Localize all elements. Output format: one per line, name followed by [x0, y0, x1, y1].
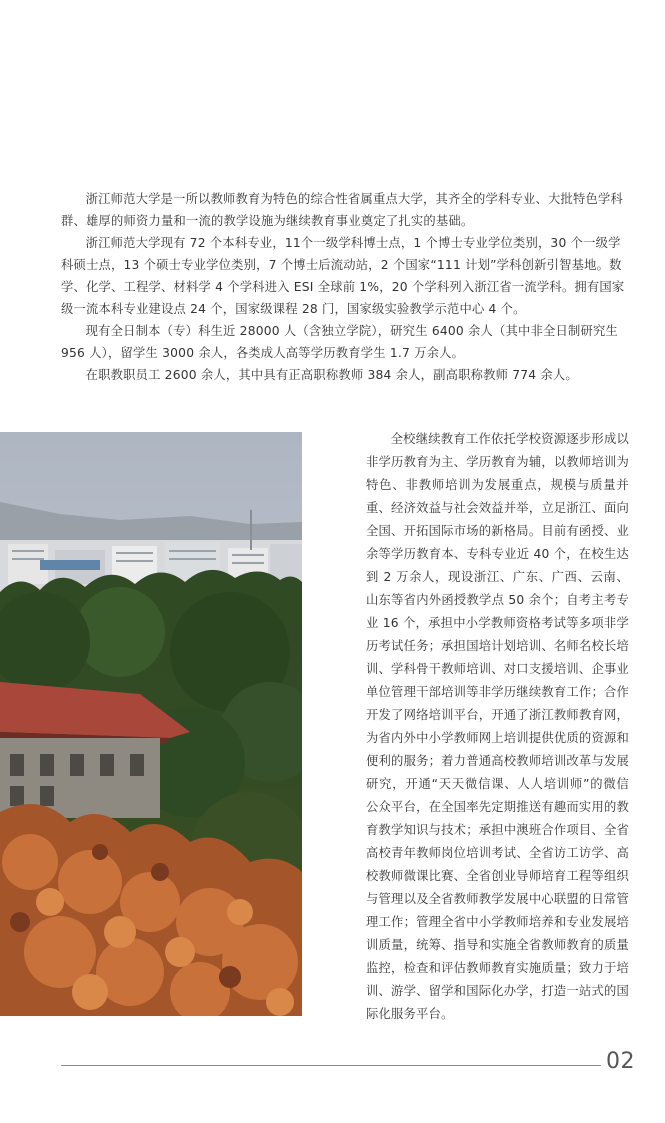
footer-rule [61, 1065, 601, 1066]
intro-paragraph-4: 在职教职员工 2600 余人，其中具有正高职称教师 384 余人，副高职称教师 774 余人。 [85, 368, 578, 382]
intro-paragraph-1: 浙江师范大学是一所以教师教育为特色的综合性省属重点大学，其齐全的学科专业、大批特色学科群、雄厚的师资力量和一流的教学设施为继续教育事业奠定了扎实的基础。 [61, 192, 623, 228]
intro-text [61, 188, 632, 386]
intro-paragraph-2: 浙江师范大学现有 72 个本科专业，11个一级学科博士点，1 个博士专业学位类别，30 个一级学科硕士点，13 个硕士专业学位类别，7 个博士后流动站，2 个国家“111 计划”学科创新引智基地。数学、化学、工程学、材料学 4 个学科进入 ESI 全球前 1%，20 个学科列入浙江省一流学科。拥有国家级一流本科专业建设点 24 个，国家级课程 28 门，国家级实验教学示范中心 4 个。 [61, 236, 625, 316]
side-paragraph: 全校继续教育工作依托学校资源逐步形成以非学历教育为主、学历教育为辅，以教师培训为特色、非教师培训为发展重点，规模与质量并重、经济效益与社会效益并举，立足浙江、面向全国、开拓国际市场的新格局。目前有函授、业余等学历教育本、专科专业近 40 个，在校生达到 2 万余人，现设浙江、广东、广西、云南、山东等省内外函授教学点 50 余个；自考主考专业 16 个，承担中小学教师资格考试等多项非学历考试任务；承担国培计划培训、名师名校长培训、学科骨干教师培训、对口支援培训、企事业单位管理干部培训等非学历继续教育工作；合作开发了网络培训平台，开通了浙江教师教育网，为省内外中小学教师网上培训提供优质的资源和便利的服务；着力普通高校教师培训改革与发展研究，开通“天天微信课、人人培训师”的微信公众平台，在全国率先定期推送有趣而实用的教育教学知识与技术；承担中澳班合作项目、全省高校青年教师岗位培训考试、全省访工访学、高校教师微课比赛、全省创业导师培育工程等组织与管理以及全省教师教学发展中心联盟的日常管理工作；管理全省中小学教师培养和专业发展培训质量，统筹、指导和实施全省教师教育的质量监控，检查和评估教师教育实施质量；致力于培训、游学、留学和国际化办学，打造一站式的国际化服务平台。 [366, 432, 629, 1021]
intro-paragraph-3: 现有全日制本（专）科生近 28000 人（含独立学院），研究生 6400 余人（其中非全日制研究生 956 人），留学生 3000 余人，各类成人高等学历教育学生 1.7 万余人。 [61, 324, 618, 360]
continuing-education-text [366, 428, 629, 1026]
page-number: 02 [606, 1049, 635, 1074]
campus-photo [0, 432, 302, 1016]
